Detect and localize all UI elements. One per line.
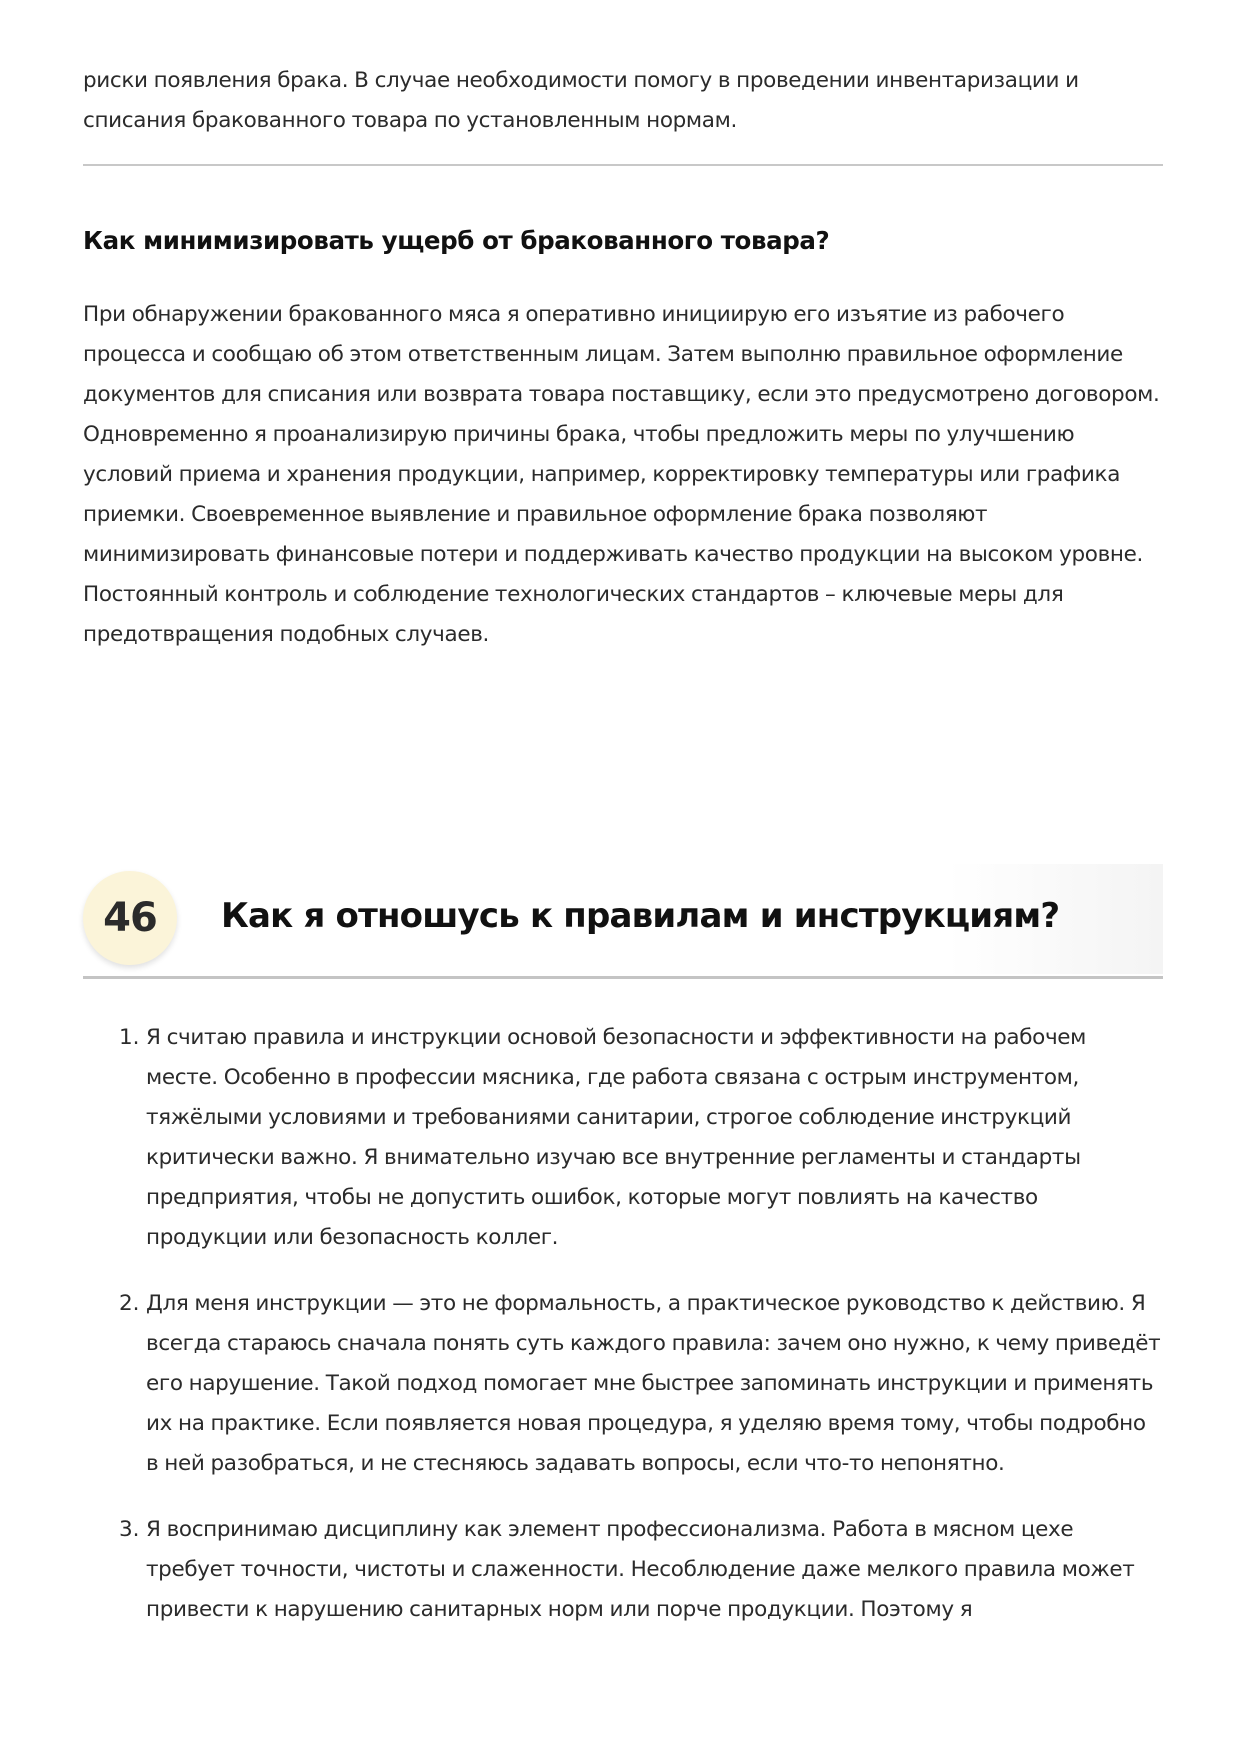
list-item [83, 1510, 1163, 1630]
list-item-text: Для меня инструкции — это не формальность, а практическое руководство к действию. Я всегда стараюсь сначала понять суть каждого правила: зачем оно нужно, к чему приведёт его нарушение. Такой подход помогает мне быстрее запоминать инструкции и применять их на практике. Если появляется новая процедура, я уделяю время тому, чтобы подробно в ней разобраться, и не стесняюсь задавать вопросы, если что-то непонятно. [146, 1291, 1161, 1476]
subsection-body: При обнаружении бракованного мяса я оперативно инициирую его изъятие из рабочего процесса и сообщаю об этом ответственным лицам. Затем выполню правильное оформление документов для списания или возврата товара поставщику, если это предусмотрено договором. Одновременно я проанализирую причины брака, чтобы предложить меры по улучшению условий приема и хранения продукции, например, корректировку температуры или графика приемки. Своевременное выявление и правильное оформление брака позволяют минимизировать финансовые потери и поддерживать качество продукции на высоком уровне. Постоянный контроль и соблюдение технологических стандартов – ключевые меры для предотвращения подобных случаев. [83, 302, 1160, 647]
divider [83, 164, 1163, 166]
intro-paragraph: риски появления брака. В случае необходимости помогу в проведении инвентаризации и списания бракованного товара по установленным нормам. [83, 68, 1079, 133]
section-header [83, 864, 1163, 976]
list-item-number: 3. [119, 1517, 140, 1542]
list-item [83, 1018, 1163, 1258]
subsection-title: Как минимизировать ущерб от бракованного товара? [83, 226, 830, 255]
section-divider [83, 976, 1163, 979]
list-item-number: 2. [119, 1291, 140, 1316]
list-item [83, 1284, 1163, 1484]
list-item-text: Я воспринимаю дисциплину как элемент профессионализма. Работа в мясном цехе требует точности, чистоты и слаженности. Несоблюдение даже мелкого правила может привести к нарушению санитарных норм или порче продукции. Поэтому я [146, 1517, 1135, 1622]
section-number-badge: 46 [83, 871, 177, 965]
answer-list [83, 1018, 1163, 1656]
list-item-number: 1. [119, 1025, 140, 1050]
section-title: Как я отношусь к правилам и инструкциям? [221, 896, 1060, 936]
list-item-text: Я считаю правила и инструкции основой безопасности и эффективности на рабочем месте. Особенно в профессии мясника, где работа связана с острым инструментом, тяжёлыми условиями и требованиями санитарии, строгое соблюдение инструкций критически важно. Я внимательно изучаю все внутренние регламенты и стандарты предприятия, чтобы не допустить ошибок, которые могут повлиять на качество продукции или безопасность коллег. [146, 1025, 1087, 1250]
